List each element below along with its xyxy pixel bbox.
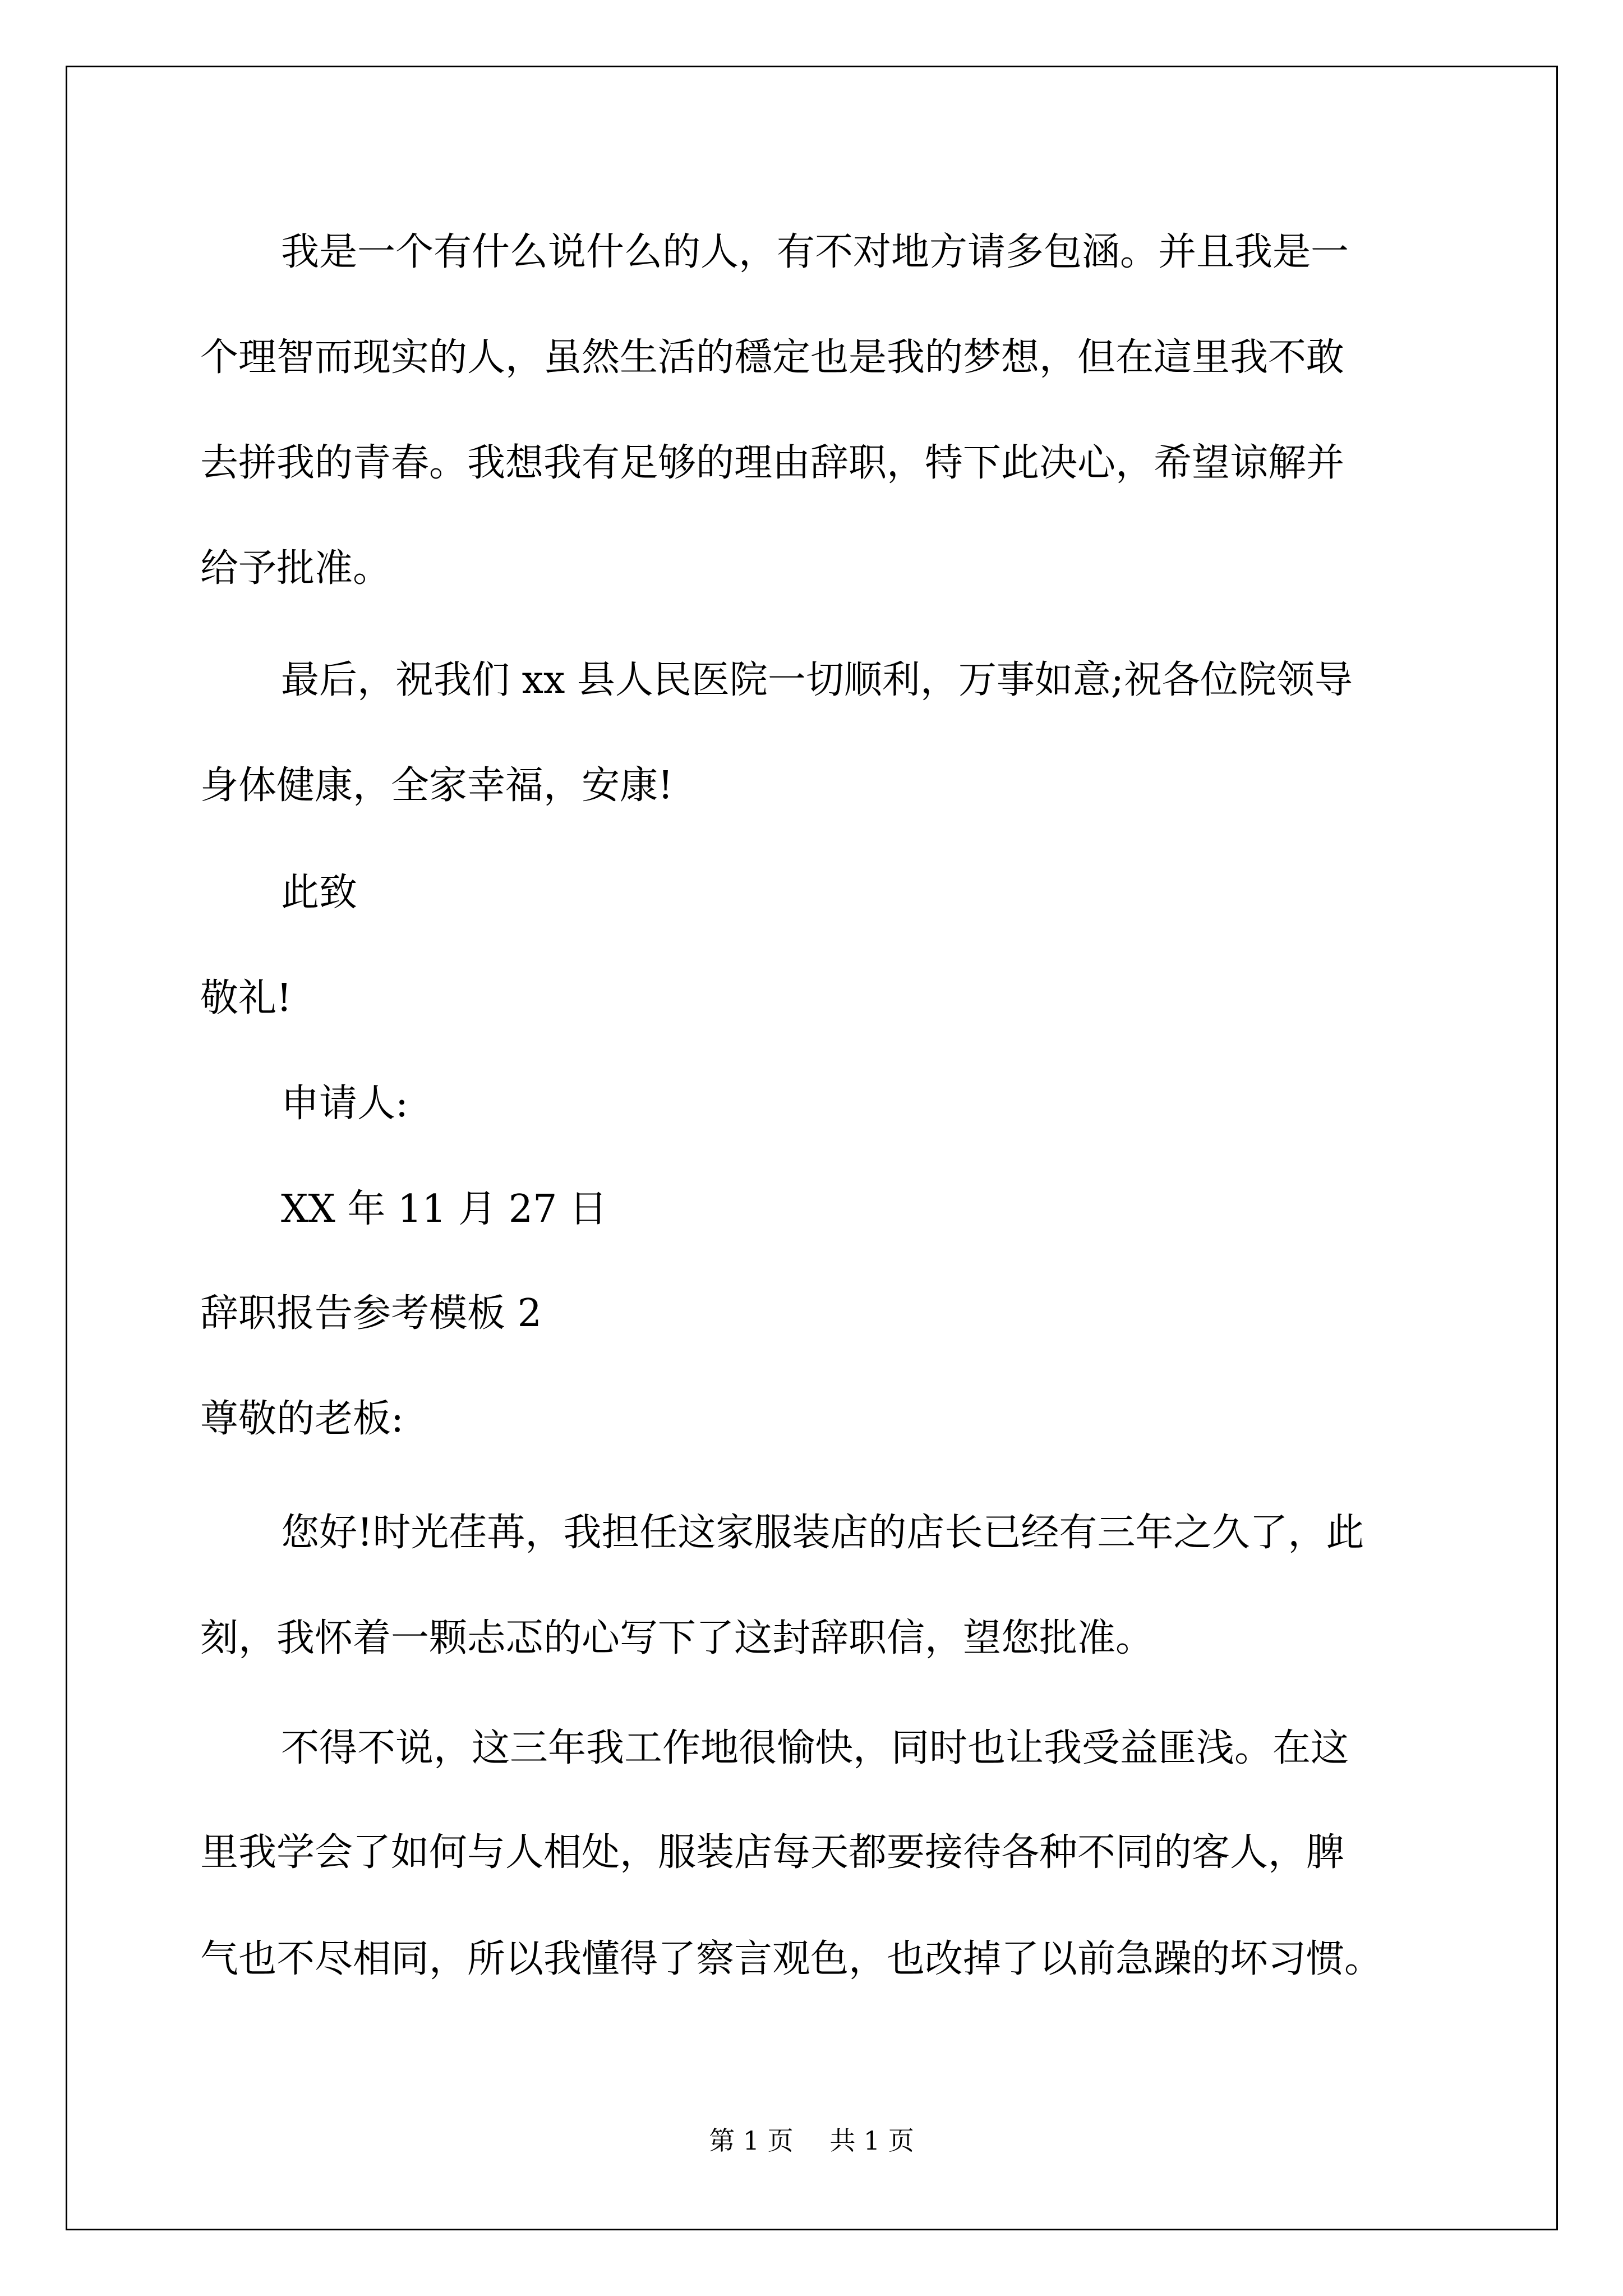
page-border <box>66 66 1558 2230</box>
date-text: XX 年 11 月 27 日 <box>281 1187 607 1231</box>
closing-text: 此致 <box>281 871 358 915</box>
paragraph-line: 去拼我的青春。我想我有足够的理由辞职，特下此决心，希望谅解并 <box>200 441 1345 485</box>
greeting-text: 尊敬的老板: <box>200 1397 404 1441</box>
paragraph-line: 个理智而现实的人，虽然生活的穩定也是我的梦想，但在這里我不敢 <box>200 335 1345 380</box>
page-total: 共 1 页 <box>829 2125 914 2156</box>
paragraph-line: 气也不尽相同，所以我懂得了察言观色，也改掉了以前急躁的坏习惯。 <box>200 1937 1383 1981</box>
paragraph-line: 我是一个有什么说什么的人，有不对地方请多包涵。并且我是一 <box>281 230 1349 274</box>
section-title: 辞职报告参考模板 2 <box>200 1291 542 1336</box>
page-footer <box>0 2124 1623 2157</box>
paragraph-line: 刻，我怀着一颗忐忑的心写下了这封辞职信，望您批准。 <box>200 1616 1154 1660</box>
salute-text: 敬礼! <box>200 976 292 1020</box>
applicant-label: 申请人: <box>281 1082 408 1126</box>
paragraph-line: 您好!时光荏苒，我担任这家服装店的店长已经有三年之久了，此 <box>281 1511 1364 1555</box>
paragraph-line: 里我学会了如何与人相处，服装店每天都要接待各种不同的客人，脾 <box>200 1830 1345 1875</box>
paragraph-line: 最后，祝我们 xx 县人民医院一切顺利，万事如意;祝各位院领导 <box>281 658 1353 702</box>
paragraph-line: 给予批准。 <box>200 546 391 591</box>
paragraph-line: 身体健康，全家幸福，安康! <box>200 763 674 808</box>
paragraph-line: 不得不说，这三年我工作地很愉快，同时也让我受益匪浅。在这 <box>281 1726 1349 1770</box>
page-number: 第 1 页 <box>709 2125 794 2156</box>
